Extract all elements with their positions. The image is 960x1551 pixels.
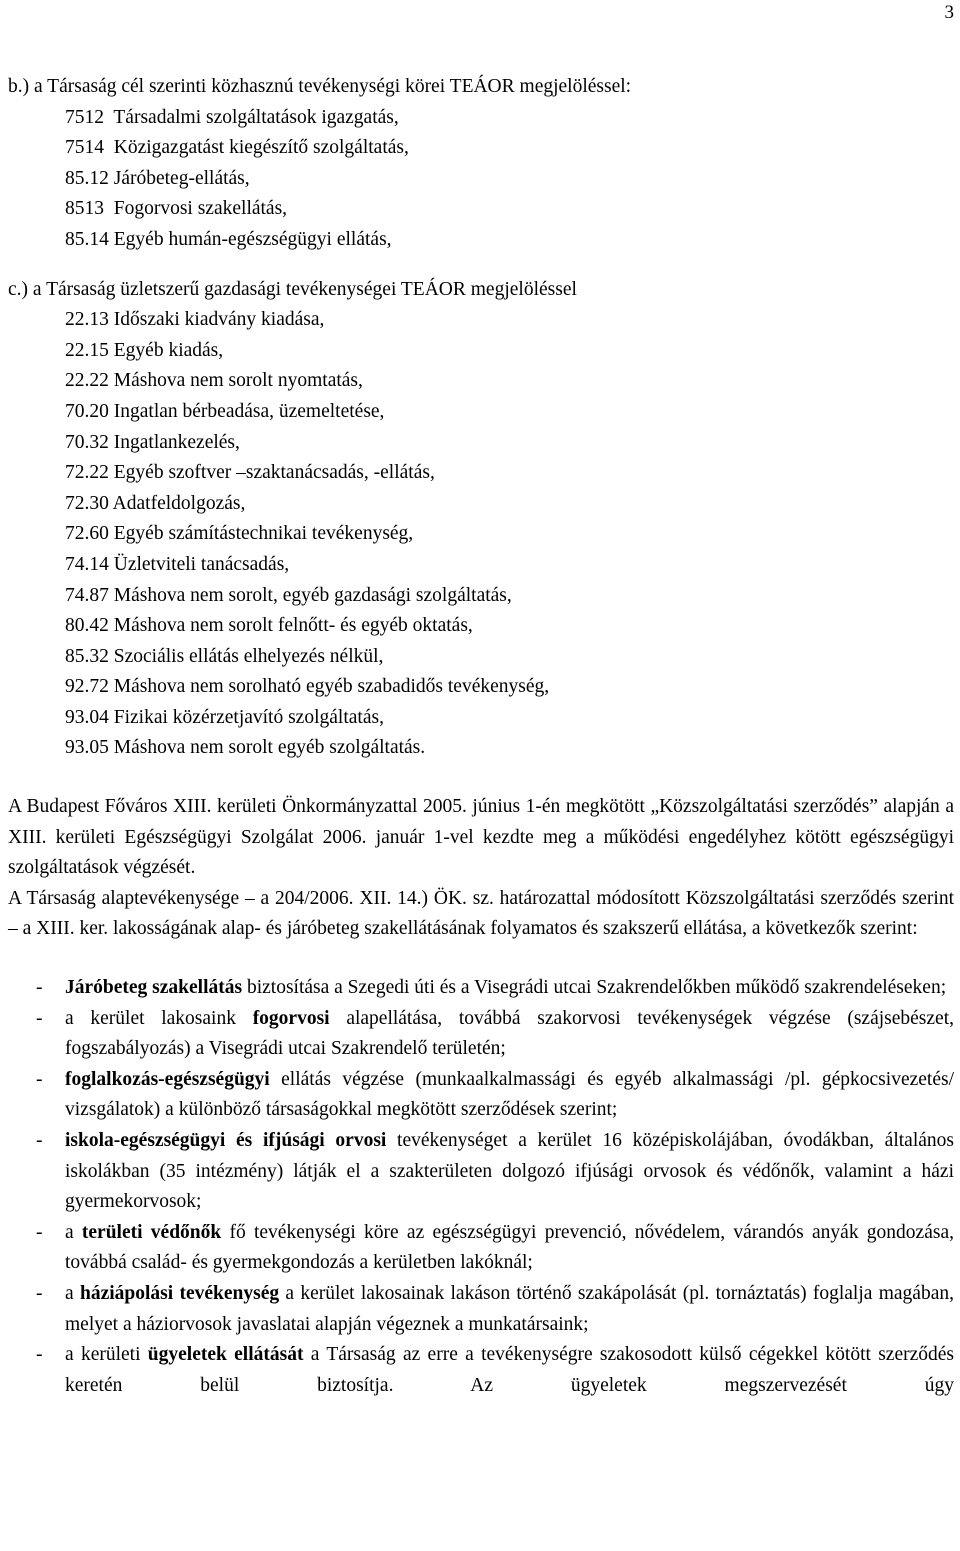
list-dash: -: [36, 1344, 43, 1366]
section-c-list: [8, 305, 954, 764]
list-dash: -: [36, 1007, 43, 1029]
list-item-post: ellátás végzése (munkaalkalmassági és egyéb alkalmassági /pl. gépkocsivezetés/ vizsgálatok) a különböző társaságokkal megkötött szerződések szerint;: [65, 1068, 954, 1121]
list-item-post: biztosítása a Szegedi úti és a Visegrádi utcai Szakrendelőkben működő szakrendeléseken;: [242, 977, 947, 999]
section-b-item: 8513 Fogorvosi szakellátás,: [65, 198, 288, 220]
list-item-bold: területi védőnők: [81, 1221, 222, 1243]
list-item-pre: a kerület lakosaink: [65, 1007, 253, 1029]
page-number: 3: [944, 2, 954, 23]
section-c-item: 70.20 Ingatlan bérbeadása, üzemeltetése,: [65, 400, 385, 422]
list-dash: -: [36, 1282, 43, 1304]
section-c-item: 93.05 Máshova nem sorolt egyéb szolgáltatás.: [65, 737, 426, 759]
list-item-bold: Járóbeteg szakellátás: [65, 977, 243, 999]
list-dash: -: [36, 1130, 43, 1151]
document-body: [8, 72, 954, 1401]
list-item: [8, 1340, 954, 1401]
list-item: [8, 1218, 954, 1279]
section-c-item: 22.22 Máshova nem sorolt nyomtatás,: [65, 370, 363, 392]
section-c-item: 92.72 Máshova nem sorolható egyéb szabadidős tevékenység,: [65, 676, 550, 698]
list-item-bold: fogorvosi: [252, 1007, 330, 1029]
section-c-item: 72.60 Egyéb számítástechnikai tevékenység,: [65, 523, 414, 545]
section-b-item: 85.12 Járóbeteg-ellátás,: [65, 167, 250, 189]
list-item: [8, 1126, 954, 1218]
section-b-item: 7514 Közigazgatást kiegészítő szolgáltatás,: [65, 137, 409, 159]
list-item-post: tevékenységet a kerület 16 középiskolájában, óvodákban, általános iskolákban (35 intézmény) látják el a szakterületen dolgozó ifjúsági orvosok és védőnők, valamint a házi gyermekorvosok;: [65, 1130, 954, 1213]
list-item-bold: háziápolási tevékenység: [79, 1282, 280, 1304]
list-item-post: a Társaság az erre a tevékenységre szakosodott külső cégekkel kötött szerződés keretén belül biztosítja. Az ügyeletek megszervezését úgy: [65, 1344, 954, 1396]
list-dash: -: [36, 1068, 43, 1090]
list-item-post: a kerület lakosainak lakáson történő szakápolását (pl. tornáztatás) foglalja magában, melyet a háziorvosok javaslatai alapján végeznek a munkatársaink;: [65, 1282, 954, 1335]
section-b-heading: b.) a Társaság cél szerinti közhasznú tevékenységi körei TEÁOR megjelöléssel:: [8, 76, 632, 97]
list-item: [8, 973, 954, 1004]
section-b-item: 7512 Társadalmi szolgáltatások igazgatás,: [65, 106, 399, 128]
section-c-item: 85.32 Szociális ellátás elhelyezés nélkül,: [65, 645, 384, 667]
list-dash: -: [36, 1221, 43, 1243]
paragraph-contract: A Budapest Főváros XIII. kerületi Önkormányzattal 2005. június 1-én megkötött „Közszolgáltatási szerződés” alapján a XIII. kerületi Egészségügyi Szolgálat 2006. január 1-vel kezdte meg a működési engedélyhez kötött egészségügyi szolgáltatások végzését.: [8, 796, 954, 879]
list-item-bold: iskola-egészségügyi és ifjúsági orvosi: [65, 1130, 387, 1151]
section-c-item: 72.30 Adatfeldolgozás,: [65, 492, 246, 514]
section-c-item: 80.42 Máshova nem sorolt felnőtt- és egyéb oktatás,: [65, 615, 473, 637]
list-item-bold: foglalkozás-egészségügyi: [65, 1068, 270, 1090]
section-c-item: 70.32 Ingatlankezelés,: [65, 431, 240, 453]
list-item: [8, 1279, 954, 1340]
section-c-item: 72.22 Egyéb szoftver –szaktanácsadás, -ellátás,: [65, 462, 435, 484]
paragraph-core-activity: A Társaság alaptevékenysége – a 204/2006. XII. 14.) ÖK. sz. határozattal módosított Közszolgáltatási szerződés szerint – a XIII. ker. lakosságának alap- és járóbeteg szakellátásának folyamatos és szakszerű ellátása, a következők szerint:: [8, 887, 954, 940]
list-item: [8, 1004, 954, 1065]
section-b-item: 85.14 Egyéb humán-egészségügyi ellátás,: [65, 228, 392, 250]
list-item-bold: ügyeletek ellátását: [147, 1344, 304, 1366]
list-item-post: fő tevékenységi köre az egészségügyi prevenció, nővédelem, várandós anyák gondozása, továbbá család- és gyermekgondozás a kerületben lakóknál;: [65, 1221, 954, 1274]
list-dash: -: [36, 977, 43, 999]
list-item-pre: a: [65, 1282, 80, 1304]
section-c-item: 22.13 Időszaki kiadvány kiadása,: [65, 309, 325, 331]
section-c-item: 22.15 Egyéb kiadás,: [65, 339, 224, 361]
section-c-item: 74.87 Máshova nem sorolt, egyéb gazdasági szolgáltatás,: [65, 584, 512, 606]
list-item-pre: a kerületi: [65, 1344, 148, 1366]
section-c-heading: c.) a Társaság üzletszerű gazdasági tevékenységei TEÁOR megjelöléssel: [8, 278, 577, 300]
list-item: [8, 1065, 954, 1126]
service-list: [8, 973, 954, 1401]
list-item-post: alapellátása, továbbá szakorvosi tevékenységek végzése (szájsebészet, fogszabályozás) a Visegrádi utcai Szakrendelő területén;: [65, 1007, 954, 1060]
section-b-list: [8, 103, 954, 256]
list-item-pre: a: [65, 1221, 82, 1243]
section-c-item: 93.04 Fizikai közérzetjavító szolgáltatás,: [65, 706, 384, 728]
section-c-item: 74.14 Üzletviteli tanácsadás,: [65, 553, 290, 575]
